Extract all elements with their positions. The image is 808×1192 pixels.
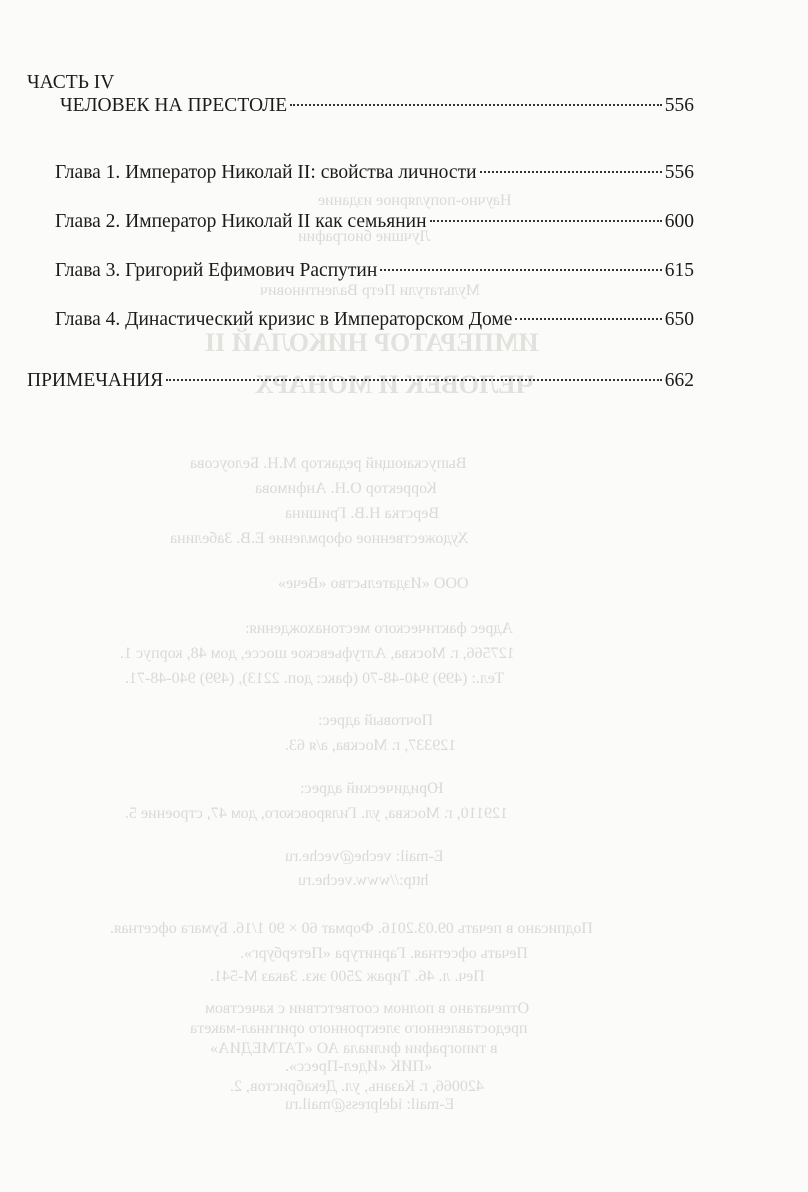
dot-leader (380, 269, 661, 271)
ghost-line: Отпечатано в полном соответствии с качеством (205, 1000, 530, 1017)
ghost-line: E-mail: veche@veche.ru (285, 848, 444, 865)
toc-entry-title: Глава 1. Император Николай II: свойства личности (55, 162, 477, 183)
toc-entry-title: ПРИМЕЧАНИЯ (27, 370, 164, 391)
ghost-line: Корректор О.Н. Анфимова (255, 480, 438, 497)
ghost-line: 127566, г. Москва, Алтуфьевское шоссе, дом 48, корпус 1. (120, 645, 515, 662)
toc-entry-page: 662 (664, 370, 694, 391)
ghost-line: Научно-популярное издание (318, 192, 512, 209)
ghost-line: Печ. л. 46. Тираж 2500 экз. Заказ М-541. (210, 968, 485, 985)
toc-entry-title: Глава 2. Император Николай II как семьянин (55, 211, 427, 232)
toc-entry-chapter (55, 309, 694, 331)
ghost-line: Адрес фактического местонахождения: (245, 620, 514, 637)
toc-entry-chapter (55, 162, 694, 184)
ghost-line: Почтовый адрес: (318, 712, 434, 729)
dot-leader (515, 318, 661, 320)
dot-leader (430, 220, 662, 222)
toc-entry-page: 600 (664, 211, 694, 232)
part-label: ЧАСТЬ IV (27, 72, 115, 93)
ghost-line: в типографии филиала АО «ТАТМЕДИА» (210, 1040, 498, 1057)
ghost-line: Верстка Н.В. Гришина (285, 505, 440, 522)
ghost-line: Художественное оформление Е.В. Забелина (170, 530, 469, 547)
dot-leader (290, 104, 662, 106)
toc-entry-notes (27, 370, 694, 392)
ghost-line: «ПИК «Идел-Пресс». (285, 1058, 433, 1075)
ghost-line: Подписано в печать 09.03.2016. Формат 60 × 90 1/16. Бумага офсетная. (110, 920, 593, 937)
toc-entry-title: Глава 3. Григорий Ефимович Распутин (55, 260, 378, 281)
ghost-line: E-mail: idelpress@mail.ru (285, 1096, 455, 1113)
toc-entry-page: 615 (664, 260, 694, 281)
ghost-line: 129337, г. Москва, а/я 63. (285, 737, 457, 754)
ghost-line: Выпускающий редактор М.Н. Белоусова (190, 455, 467, 472)
toc-entry-page: 556 (664, 162, 694, 183)
dot-leader (480, 171, 662, 173)
ghost-line: Печать офсетная. Гарнитура «Петербург». (240, 945, 528, 962)
toc-entry-chapter (55, 211, 694, 233)
dot-leader (166, 379, 662, 381)
toc-entry-page: 556 (664, 95, 694, 116)
ghost-line: Тел.: (499) 940-48-70 (факс: доп. 2213), (499) 940-48-71. (125, 670, 505, 687)
ghost-line: Мультатули Петр Валентинович (260, 282, 480, 299)
ghost-line: Юридический адрес: (300, 780, 444, 797)
toc-entry-title: ЧЕЛОВЕК НА ПРЕСТОЛЕ (60, 95, 288, 116)
toc-entry-title: Глава 4. Династический кризис в Императорском Доме (55, 309, 513, 330)
ghost-line: 420066, г. Казань, ул. Декабристов, 2. (230, 1078, 484, 1095)
toc-entry-chapter (55, 260, 694, 282)
ghost-line: 129110, г. Москва, ул. Гиляровского, дом 47, строение 5. (125, 805, 508, 822)
ghost-line: ИМПЕРАТОР НИКОЛАЙ II (205, 328, 539, 357)
ghost-line: ЧЕЛОВЕК И МОНАРХ (255, 370, 535, 399)
ghost-line: ООО «Издательство «Вече» (278, 575, 469, 592)
ghost-line: предоставленного электронного оригинал-макета (190, 1020, 528, 1037)
ghost-line: http://www.veche.ru (298, 872, 429, 889)
toc-entry-page: 650 (664, 309, 694, 330)
ghost-line: Лучшие биографии (298, 228, 431, 245)
toc-entry-part-title (60, 95, 694, 117)
